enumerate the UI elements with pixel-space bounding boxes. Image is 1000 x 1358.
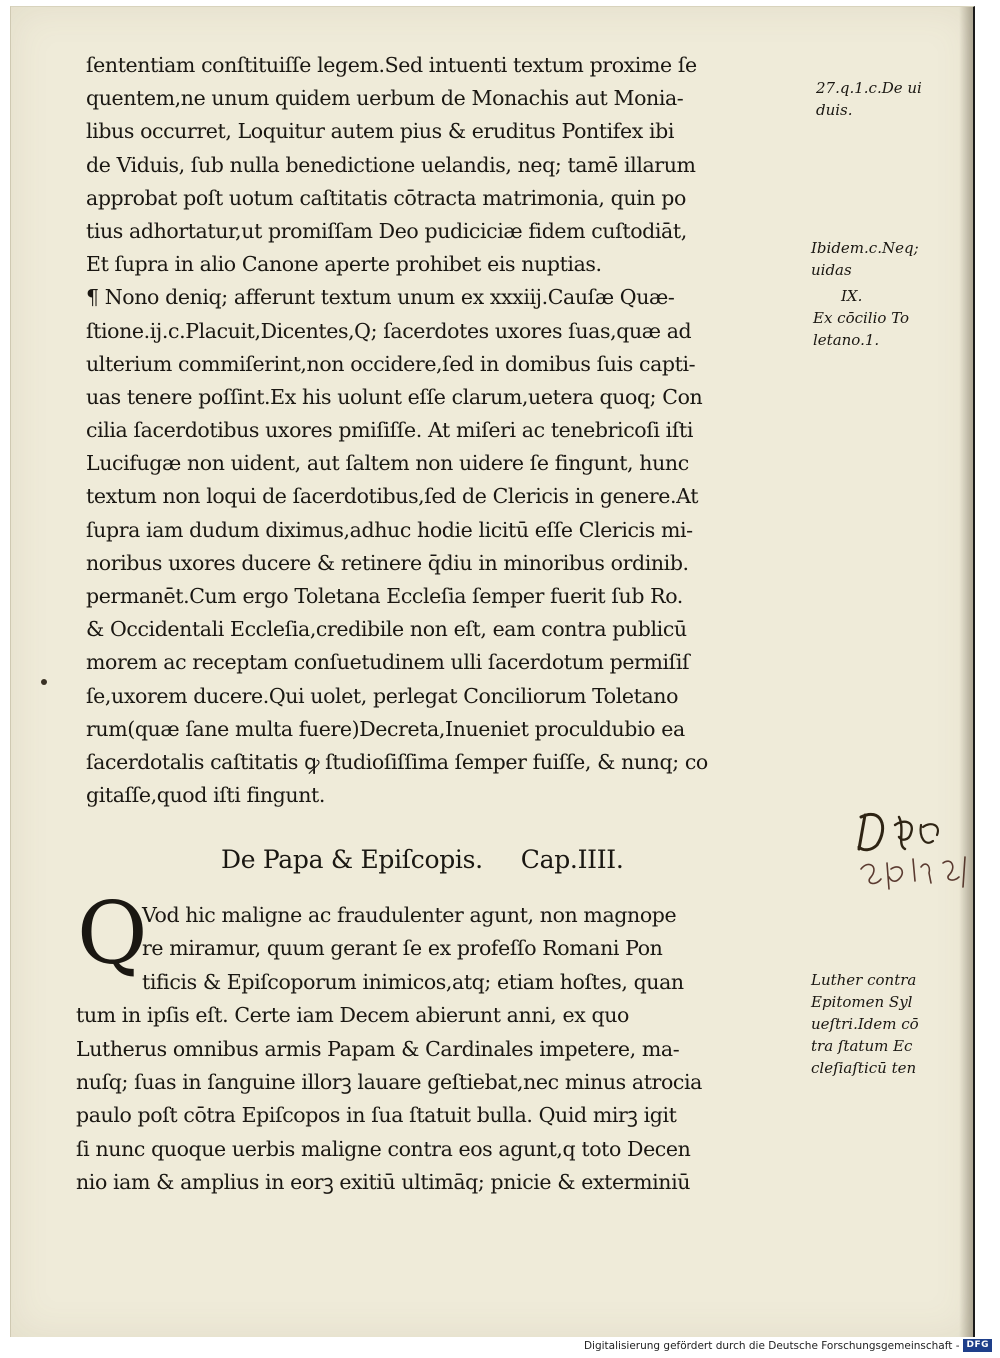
margin-note-line: letano.1. bbox=[813, 331, 880, 349]
margin-note-concilio-toletano bbox=[813, 285, 909, 351]
text-line: permanēt.Cum ergo Toletana Eccleſia ſemper fuerit ſub Ro. bbox=[86, 584, 683, 608]
main-text-block bbox=[86, 49, 826, 812]
text-line: tificis & Epiſcoporum inimicos,atq; etiam hoſtes, quan bbox=[142, 969, 684, 994]
margin-note-line: tra ſtatum Ec bbox=[811, 1037, 913, 1055]
text-line: ſacerdotalis caſtitatis ꝙ ſtudioſiſſima ſemper fuiſſe, & nunq; co bbox=[86, 749, 708, 774]
ink-spot bbox=[41, 679, 47, 685]
chapter-number: Cap.IIII. bbox=[520, 845, 624, 874]
text-line: Lutherus omnibus armis Papam & Cardinales impetere, ma- bbox=[76, 1036, 680, 1061]
handwritten-annotation bbox=[851, 797, 981, 907]
text-line: re miramur, quum gerant ſe ex profeſſo Romani Pon bbox=[142, 936, 663, 961]
text-line: ¶ Nono deniq; afferunt textum unum ex xxxiij.Cauſæ Quæ- bbox=[86, 285, 675, 310]
margin-note-line: Epitomen Syl bbox=[811, 993, 913, 1011]
margin-note-line: ueſtri.Idem cō bbox=[811, 1015, 919, 1033]
text-line: ſupra iam dudum diximus,adhuc hodie licitū eſſe Clericis mi- bbox=[86, 517, 693, 542]
margin-note-line: duis. bbox=[816, 101, 853, 119]
text-line: Et ſupra in alio Canone aperte prohibet eis nuptias. bbox=[86, 252, 602, 277]
margin-note-line: IX. bbox=[841, 287, 863, 305]
text-line: tius adhortatur,ut promiſſam Deo pudiciciæ fidem cuſtodiāt, bbox=[86, 218, 687, 243]
text-line: morem ac receptam conſuetudinem ulli ſacerdotum permiſiſ bbox=[86, 650, 690, 675]
text-line: rum(quæ ſane multa fuere)Decreta,Inueniet proculdubio ea bbox=[86, 716, 685, 741]
text-line: cilia ſacerdotibus uxores pmiſiſſe. At miſeri ac tenebricoſi iſti bbox=[86, 418, 694, 443]
drop-cap-initial: Q bbox=[77, 884, 148, 984]
margin-note-line: Ex cōcilio To bbox=[813, 309, 910, 327]
text-line: gitaſſe,quod iſti fingunt. bbox=[86, 783, 325, 808]
margin-note-ibidem bbox=[811, 237, 919, 281]
text-line: nuſq; ſuas in ſanguine illorꝫ lauare geſtiebat,nec minus atrocia bbox=[76, 1069, 702, 1094]
text-line: de Viduis, ſub nulla benedictione uelandis, neq; tamē illarum bbox=[86, 152, 696, 177]
text-line: noribus uxores ducere & retinere q̄diu in minoribus ordinib. bbox=[86, 550, 689, 575]
text-line: & Occidentali Eccleſia,credibile non eſt, eam contra publicū bbox=[86, 617, 687, 642]
text-line: nio iam & amplius in eorꝫ exitiū ultimāq; pnicie & exterminiū bbox=[76, 1170, 691, 1195]
chapter-title: De Papa & Epiſcopis. bbox=[221, 845, 483, 874]
margin-note-line: Luther contra bbox=[811, 971, 917, 989]
text-line: libus occurret, Loquitur autem pius & eruditus Pontifex ibi bbox=[86, 119, 675, 144]
margin-note-line: Ibidem.c.Neq; bbox=[811, 239, 919, 257]
text-line: Vod hic maligne ac fraudulenter agunt, non magnope bbox=[142, 903, 677, 927]
digitization-footer bbox=[584, 1339, 992, 1352]
chapter-text-block bbox=[76, 899, 816, 1200]
text-line: quentem,ne unum quidem uerbum de Monachis aut Monia- bbox=[86, 86, 684, 111]
text-line: approbat poſt uotum caſtitatis cōtracta matrimonia, quin po bbox=[86, 185, 686, 210]
text-line: Lucifugæ non uident, aut ſaltem non uidere ſe fingunt, hunc bbox=[86, 451, 689, 476]
chapter-heading bbox=[221, 845, 662, 874]
margin-note-line: uidas bbox=[811, 261, 852, 279]
text-line: paulo poſt cōtra Epiſcopos in ſua ſtatuit bulla. Quid mirꝫ igit bbox=[76, 1103, 677, 1128]
margin-note-de-viduis bbox=[816, 77, 922, 121]
text-line: ſtione.ij.c.Placuit,Dicentes,Q; ſacerdotes uxores ſuas,quæ ad bbox=[86, 318, 692, 343]
margin-note-line: cleſiaſticū ten bbox=[811, 1059, 917, 1077]
text-line: ulterium commiſerint,non occidere,ſed in domibus ſuis capti- bbox=[86, 351, 696, 376]
text-line: ſi nunc quoque uerbis maligne contra eos agunt,q toto Decen bbox=[76, 1136, 691, 1161]
text-line: textum non loqui de ſacerdotibus,ſed de Clericis in genere.At bbox=[86, 484, 699, 509]
text-line: uas tenere poſſint.Ex his uolunt eſſe clarum,uetera quoq; Con bbox=[86, 384, 703, 409]
text-line: ſe,uxorem ducere.Qui uolet, perlegat Conciliorum Toletano bbox=[86, 683, 679, 708]
text-line: ſententiam conſtituiſſe legem.Sed intuenti textum proxime ſe bbox=[86, 53, 697, 77]
margin-note-line: 27.q.1.c.De ui bbox=[816, 79, 922, 97]
dfg-logo: DFG bbox=[963, 1339, 992, 1352]
text-line: tum in ipſis eſt. Certe iam Decem abierunt anni, ex quo bbox=[76, 1003, 629, 1028]
footer-credit: Digitalisierung gefördert durch die Deutsche Forschungsgemeinschaft - bbox=[583, 1339, 960, 1352]
book-page bbox=[10, 6, 975, 1337]
margin-note-luther bbox=[811, 969, 919, 1079]
